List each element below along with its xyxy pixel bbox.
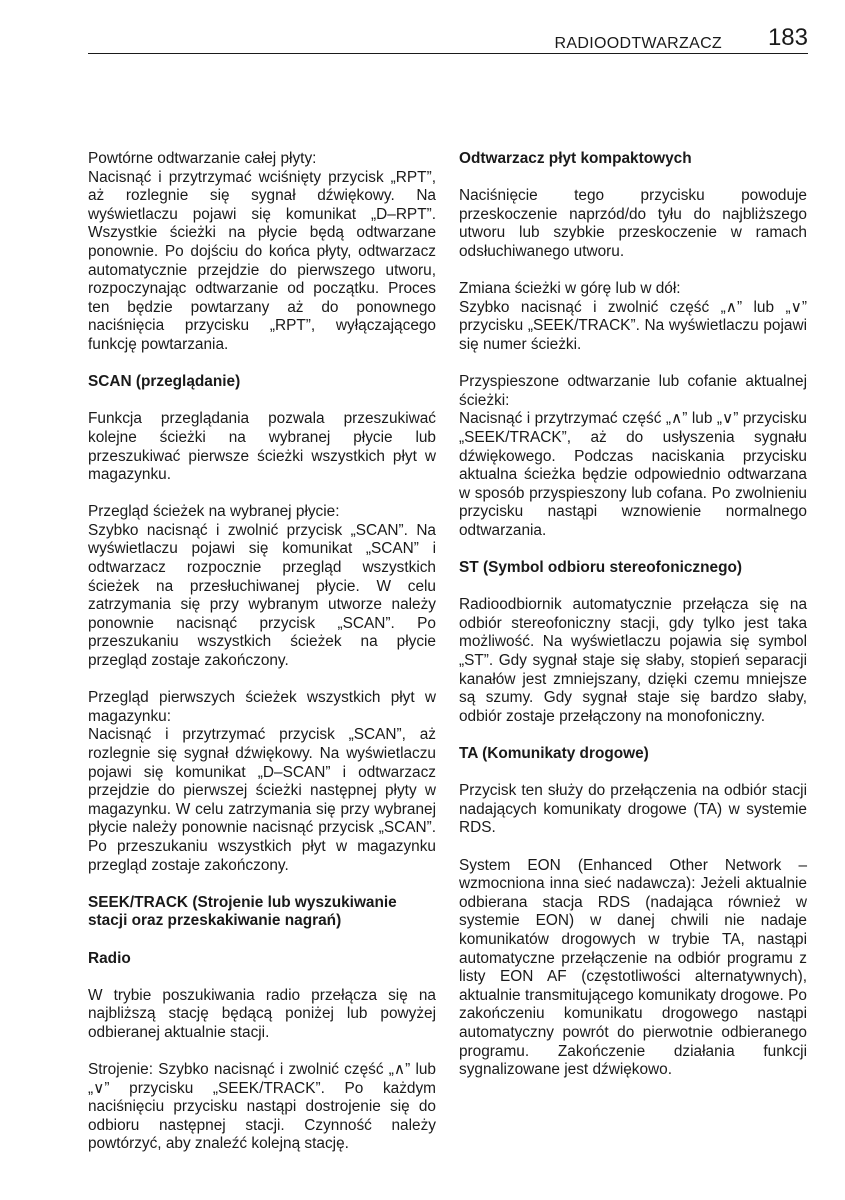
paragraph: Funkcja przeglądania pozwala przeszukiwać kolejne ścieżki na wybranej płycie lub przeszukiwać pierwsze ścieżki wszystkich płyt w magazynku. xyxy=(88,410,436,484)
paragraph xyxy=(88,689,436,875)
paragraph: W trybie poszukiwania radio przełącza się na najbliższą stację będącą poniżej lub powyżej odbieranej aktualnie stacji. xyxy=(88,986,436,1041)
paragraph-intro: Zmiana ścieżki w górę lub w dół: xyxy=(459,280,681,298)
section-title: RADIOODTWARZACZ xyxy=(554,35,722,52)
page-number: 183 xyxy=(767,24,808,51)
heading-radio: Radio xyxy=(88,949,131,967)
paragraph xyxy=(459,373,807,540)
heading-seek-track: SEEK/TRACK (Strojenie lub wyszukiwanie stacji oraz przeskakiwanie nagrań) xyxy=(88,893,397,930)
paragraph xyxy=(88,150,436,355)
paragraph: System EON (Enhanced Other Network – wzmocniona inna sieć nadawcza): Jeżeli aktualnie odbierana stacja RDS (nadająca również w systemie EON) w danej chwili nie nadaje komunikatów drogowych w trybie TA, nastąpi automatyczne przełączenie na odbiór programu z listy EON AF (częstotliwości alternatywnych), aktualnie transmitującego komunikaty drogowe. Po zakończeniu komunikatu drogowego nastąpi automatyczny powrót do pierwotnie odbieranego programu. Zakończenie działania funkcji sygnalizowane jest dźwiękowo. xyxy=(459,856,807,1079)
header-rule xyxy=(88,53,808,54)
paragraph xyxy=(459,280,807,354)
paragraph-intro: Powtórne odtwarzanie całej płyty: xyxy=(88,150,317,167)
heading-ta: TA (Komunikaty drogowe) xyxy=(459,745,649,762)
paragraph: Strojenie: Szybko nacisnąć i zwolnić część „∧” lub „∨” przycisku „SEEK/TRACK”. Po każdym naciśnięciu przycisku nastąpi dostrojenie się do odbioru następnej stacji. Czynność należy powtórzyć, aby znaleźć kolejną stację. xyxy=(88,1061,436,1153)
paragraph-body: Szybko nacisnąć i zwolnić przycisk „SCAN”. Na wyświetlaczu pojawi się komunikat „SCAN” i odtwarzacz rozpocznie przegląd wszystkich ścieżek na przesłuchiwanej płycie. W celu zatrzymania się przy wybranym utworze należy ponownie nacisnąć przycisk „SCAN”. Po przeszukaniu wszystkich ścieżek na płycie przegląd zostaje zakończony. xyxy=(88,521,436,670)
paragraph-body: Nacisnąć i przytrzymać przycisk „SCAN”, aż rozlegnie się sygnał dźwiękowy. Na wyświetlaczu pojawi się komunikat „D–SCAN” i odtwarzacz przejdzie do pierwszej ścieżki następnej płyty w magazynku. W celu zatrzymania się przy wybranej płycie należy ponownie nacisnąć przycisk „SCAN”. Po przeszukaniu wszystkich płyt w magazynku przegląd zostaje zakończony. xyxy=(88,726,436,874)
page-header xyxy=(88,22,808,52)
paragraph-body: Szybko nacisnąć i zwolnić część „∧” lub „∨” przycisku „SEEK/TRACK”. Na wyświetlaczu pojawi się numer ścieżki. xyxy=(459,298,807,353)
paragraph-intro: Przyspieszone odtwarzanie lub cofanie aktualnej ścieżki: xyxy=(459,373,807,409)
right-column xyxy=(459,150,807,1098)
paragraph xyxy=(88,503,436,670)
paragraph-intro: Przegląd pierwszych ścieżek wszystkich płyt w magazynku: xyxy=(88,689,436,725)
paragraph: Przycisk ten służy do przełączenia na odbiór stacji nadających komunikaty drogowe (TA) w systemie RDS. xyxy=(459,782,807,837)
heading-scan: SCAN (przeglądanie) xyxy=(88,373,241,391)
heading-st: ST (Symbol odbioru stereofonicznego) xyxy=(459,559,743,577)
left-column xyxy=(88,150,436,1173)
paragraph-body: Nacisnąć i przytrzymać wciśnięty przycisk „RPT”, aż rozlegnie się sygnał dźwiękowy. Na wyświetlaczu pojawi się komunikat „D–RPT”. Wszystkie ścieżki na płycie będą odtwarzane ponownie. Po dojściu do końca płyty, odtwarzacz automatycznie przejdzie do pierwszego utworu, rozpoczynając odtwarzanie od początku. Proces ten będzie powtarzany aż do ponownego naciśnięcia przycisku „RPT”, wyłączającego funkcję powtarzania. xyxy=(88,168,436,353)
paragraph: Naciśnięcie tego przycisku powoduje przeskoczenie naprzód/do tyłu do najbliższego utworu lub szybkie przeskoczenie w ramach odsłuchiwanego utworu. xyxy=(459,187,807,260)
paragraph: Radioodbiornik automatycznie przełącza się na odbiór stereofoniczny stacji, gdy tylko jest taka możliwość. Na wyświetlaczu pojawia się symbol „ST”. Gdy sygnał staje się słaby, stopień separacji kanałów jest zmniejszany, dzięki czemu mniejsze są szumy. Gdy sygnał staje się bardzo słaby, odbiór zostaje przełączony na monofoniczny. xyxy=(459,596,807,725)
heading-cd-player: Odtwarzacz płyt kompaktowych xyxy=(459,150,692,167)
paragraph-intro: Przegląd ścieżek na wybranej płycie: xyxy=(88,503,340,521)
paragraph-body: Nacisnąć i przytrzymać część „∧” lub „∨” przycisku „SEEK/TRACK”, aż do usłyszenia sygnału dźwiękowego. Podczas naciskania przycisku aktualna ścieżka będzie odpowiednio odtwarzana w sposób przyspieszony lub cofana. Po zwolnieniu przycisku nastąpi wznowienie normalnego odtwarzania. xyxy=(459,410,807,539)
